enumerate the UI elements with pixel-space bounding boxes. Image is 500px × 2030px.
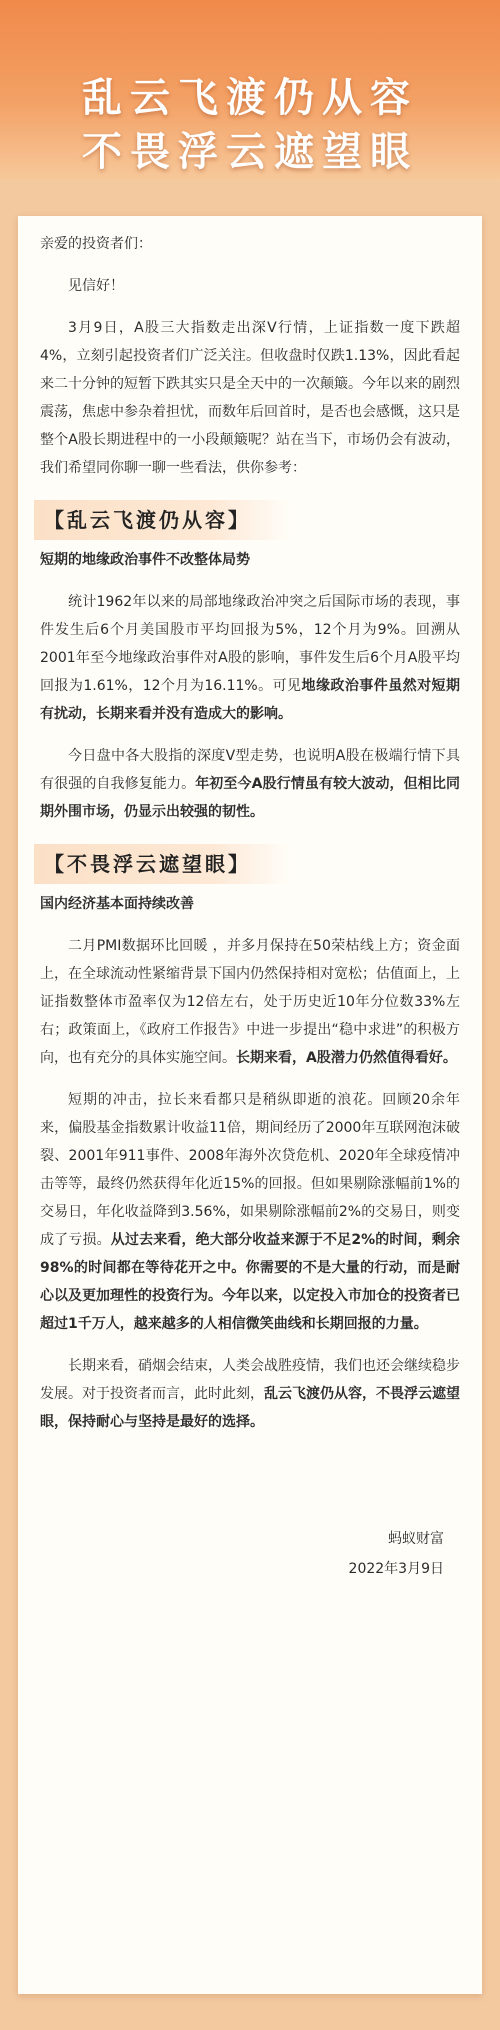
section2-p3-bold: 乱云飞渡仍从容，不畏浮云遮望眼，保持耐心与坚持是最好的选择。 — [40, 1386, 460, 1430]
signature-block — [40, 1524, 460, 1584]
signature-org: 蚂蚁财富 — [388, 1531, 444, 1547]
section2-p2-text: 短期的冲击，拉长来看都只是稍纵即逝的浪花。回顾20余年来，偏股基金指数累计收益11倍，期间经历了2000年互联网泡沫破裂、2001年911事件、2008年海外次贷危机、2020年全球疫情冲击等等，最终仍然获得年化近15%的回报。但如果剔除涨幅前1%的交易日，年化收益降到3.56%，如果剔除涨幅前2%的交易日，则变成了亏损。 — [40, 1092, 460, 1248]
section2-paragraph3 — [40, 1352, 460, 1436]
section1-paragraph2 — [40, 742, 460, 826]
section2-p2-bold: 从过去来看，绝大部分收益来源于不足2%的时间，剩余98%的时间都在等待花开之中。你需要的不是大量的行动，而是耐心以及更加理性的投资行为。今年以来，以定投入市加仓的投资者已超过1千万人，越来越多的人相信微笑曲线和长期回报的力量。 — [40, 1232, 460, 1332]
section1-subtitle: 短期的地缘政治事件不改整体局势 — [40, 552, 250, 568]
section2-subtitle: 国内经济基本面持续改善 — [40, 896, 194, 912]
section2-paragraph1 — [40, 932, 460, 1072]
hero-banner — [0, 0, 500, 180]
hero-title-line1: 乱云飞渡仍从容 — [82, 74, 418, 121]
section2-p1-text: 二月PMI数据环比回暖 ，并多月保持在50荣枯线上方；资金面上，在全球流动性紧缩背景下国内仍然保持相对宽松；估值面上，上证指数整体市盈率仅为12倍左右，处于历史近10年分位数33%左右；政策面上，《政府工作报告》中进一步提出“稳中求进”的积极方向，也有充分的具体实施空间。 — [40, 938, 460, 1066]
greeting: 见信好！ — [68, 278, 124, 294]
letter-content — [40, 230, 460, 1584]
section1-p1-text: 统计1962年以来的局部地缘政治冲突之后国际市场的表现，事件发生后6个月美国股市平均回报为5%，12个月为9%。回溯从2001年至今地缘政治事件对A股的影响，事件发生后6个月A股平均回报为1.61%，12个月为16.11%。可见 — [40, 594, 460, 694]
section2-p1-bold: 长期来看，A股潜力仍然值得看好。 — [236, 1050, 457, 1066]
letter-sheet — [18, 216, 482, 1994]
salutation: 亲爱的投资者们： — [40, 236, 152, 252]
section1-p2-bold: 年初至今A股行情虽有较大波动，但相比同期外围市场，仍显示出较强的韧性。 — [40, 776, 460, 820]
section1-p1-bold: 地缘政治事件虽然对短期有扰动，长期来看并没有造成大的影响。 — [40, 678, 461, 722]
signature-date: 2022年3月9日 — [348, 1561, 444, 1577]
section1-paragraph1 — [40, 588, 460, 728]
section1-p2-text: 今日盘中各大股指的深度V型走势，也说明A股在极端行情下具有很强的自我修复能力。 — [40, 748, 460, 792]
section2-paragraph2 — [40, 1086, 460, 1338]
section2-p3-text: 长期来看，硝烟会结束，人类会战胜疫情，我们也还会继续稳步发展。对于投资者而言，此时此刻， — [40, 1358, 460, 1402]
hero-title-line2: 不畏浮云遮望眼 — [82, 128, 418, 175]
section2-banner: 【不畏浮云遮望眼】 — [34, 844, 291, 884]
intro-paragraph: 3月9日，A股三大指数走出深V行情，上证指数一度下跌超4%，立刻引起投资者们广泛关注。但收盘时仅跌1.13%，因此看起来二十分钟的短暂下跌其实只是全天中的一次颠簸。今年以来的剧烈震荡，焦虑中参杂着担忧，而数年后回首时，是否也会感慨，这只是整个A股长期进程中的一小段颠簸呢？站在当下，市场仍会有波动，我们希望同你聊一聊一些看法，供你参考： — [40, 320, 460, 476]
section1-banner: 【乱云飞渡仍从容】 — [34, 500, 291, 540]
